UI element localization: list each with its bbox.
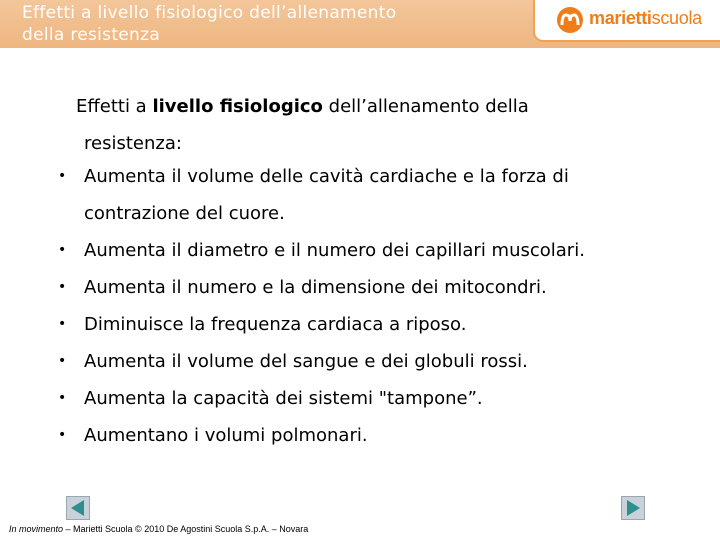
list-item xyxy=(56,306,696,343)
intro-bold: livello fisiologico xyxy=(152,96,323,117)
list-item xyxy=(56,380,696,417)
next-slide-button[interactable] xyxy=(621,496,645,520)
bullet-icon: • xyxy=(58,242,67,258)
list-item-text-cont: contrazione del cuore. xyxy=(84,203,285,224)
footer-book-title: In movimento xyxy=(9,524,64,534)
triangle-right-icon xyxy=(622,497,644,519)
list-item-text: Aumentano i volumi polmonari. xyxy=(84,425,368,446)
list-item-text: Aumenta il numero e la dimensione dei mitocondri. xyxy=(84,277,547,298)
footer-copyright: – Marietti Scuola © 2010 De Agostini Scuola S.p.A. – Novara xyxy=(63,524,309,534)
bullet-icon: • xyxy=(58,427,67,443)
bullet-icon: • xyxy=(58,316,67,332)
list-item-text: Aumenta il diametro e il numero dei capillari muscolari. xyxy=(84,240,585,261)
intro-suffix: dell’allenamento della xyxy=(322,96,529,117)
triangle-left-icon xyxy=(67,497,89,519)
previous-slide-button[interactable] xyxy=(66,496,90,520)
header-bar xyxy=(0,0,720,48)
logo-word-bold: marietti xyxy=(589,8,652,28)
list-item-text: Diminuisce la frequenza cardiaca a riposo. xyxy=(84,314,467,335)
list-item-text: Aumenta il volume delle cavità cardiache e la forza di xyxy=(84,166,569,187)
list-item xyxy=(56,232,696,269)
list-item-text: Aumenta il volume del sangue e dei globuli rossi. xyxy=(84,351,528,372)
list-item xyxy=(56,343,696,380)
marietti-logo-icon xyxy=(557,7,583,33)
slide-title: Effetti a livello fisiologico dell’allenamento della resistenza xyxy=(22,3,397,45)
intro-line-2: resistenza: xyxy=(84,133,182,154)
publisher-logo xyxy=(533,0,720,42)
list-item xyxy=(56,269,696,306)
logo-wordmark xyxy=(589,8,702,29)
intro-line-1 xyxy=(76,88,696,125)
list-item xyxy=(56,417,696,454)
bullet-icon: • xyxy=(58,390,67,406)
bullet-icon: • xyxy=(58,353,67,369)
intro-text xyxy=(76,88,696,162)
logo-word-light: scuola xyxy=(651,8,702,28)
bullet-icon: • xyxy=(58,168,67,184)
list-item-text: Aumenta la capacità dei sistemi "tampone”. xyxy=(84,388,483,409)
effects-list xyxy=(56,158,696,454)
list-item xyxy=(56,158,696,232)
footer-credit xyxy=(9,524,308,534)
intro-prefix: Effetti a xyxy=(76,96,153,117)
bullet-icon: • xyxy=(58,279,67,295)
